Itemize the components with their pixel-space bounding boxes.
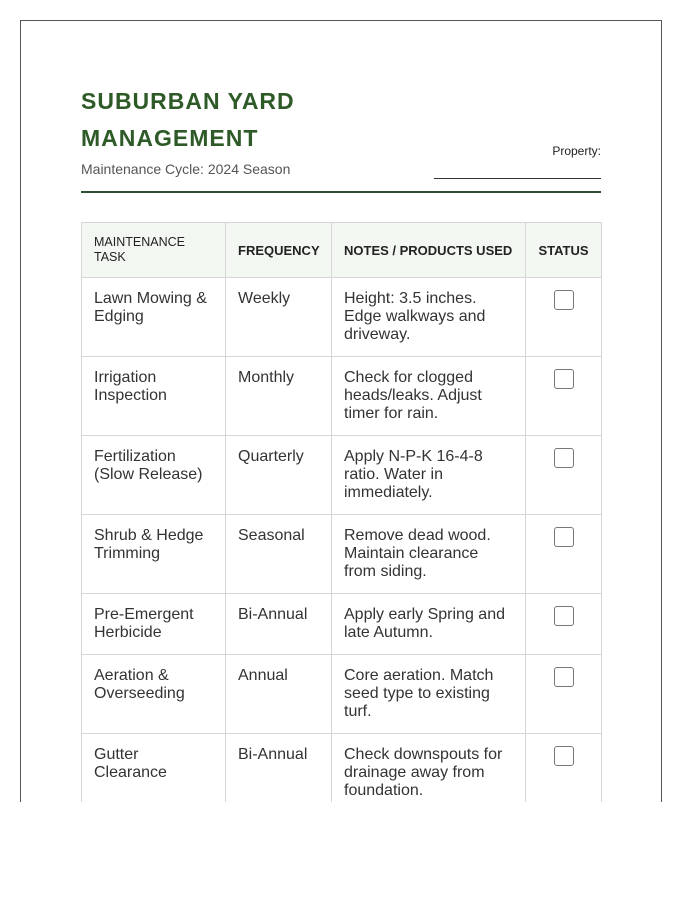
table-row: [82, 515, 602, 594]
frequency-cell: Bi-Annual: [226, 594, 332, 655]
column-header-frequency: FREQUENCY: [226, 223, 332, 278]
notes-cell: Remove dead wood. Maintain clearance from siding.: [332, 515, 526, 594]
document-header: [81, 83, 601, 193]
frequency-cell: Weekly: [226, 278, 332, 357]
table-row: [82, 655, 602, 734]
status-cell: [526, 436, 602, 515]
status-checkbox[interactable]: [554, 369, 574, 389]
property-label: Property:: [552, 144, 601, 158]
column-header-task: MAINTENANCE TASK: [82, 223, 226, 278]
table-header-row: [82, 223, 602, 278]
table-row: [82, 594, 602, 655]
status-checkbox[interactable]: [554, 527, 574, 547]
notes-cell: Core aeration. Match seed type to existing turf.: [332, 655, 526, 734]
task-cell: Gutter Clearance: [82, 734, 226, 803]
task-cell: Lawn Mowing & Edging: [82, 278, 226, 357]
task-cell: Shrub & Hedge Trimming: [82, 515, 226, 594]
status-cell: [526, 278, 602, 357]
maintenance-table-container: [81, 222, 601, 802]
task-cell: Irrigation Inspection: [82, 357, 226, 436]
frequency-cell: Monthly: [226, 357, 332, 436]
status-checkbox[interactable]: [554, 746, 574, 766]
notes-cell: Height: 3.5 inches. Edge walkways and driveway.: [332, 278, 526, 357]
column-header-status: STATUS: [526, 223, 602, 278]
status-checkbox[interactable]: [554, 606, 574, 626]
notes-cell: Apply N-P-K 16-4-8 ratio. Water in immediately.: [332, 436, 526, 515]
column-header-notes: NOTES / PRODUCTS USED: [332, 223, 526, 278]
task-cell: Fertilization (Slow Release): [82, 436, 226, 515]
task-cell: Pre-Emergent Herbicide: [82, 594, 226, 655]
status-cell: [526, 357, 602, 436]
frequency-cell: Bi-Annual: [226, 734, 332, 803]
notes-cell: Check downspouts for drainage away from foundation.: [332, 734, 526, 803]
notes-cell: Apply early Spring and late Autumn.: [332, 594, 526, 655]
status-checkbox[interactable]: [554, 290, 574, 310]
page-subtitle: Maintenance Cycle: 2024 Season: [81, 161, 291, 177]
status-cell: [526, 594, 602, 655]
maintenance-table: [81, 222, 602, 802]
table-row: [82, 278, 602, 357]
notes-cell: Check for clogged heads/leaks. Adjust timer for rain.: [332, 357, 526, 436]
status-cell: [526, 734, 602, 803]
task-cell: Aeration & Overseeding: [82, 655, 226, 734]
frequency-cell: Annual: [226, 655, 332, 734]
table-row: [82, 436, 602, 515]
table-row: [82, 357, 602, 436]
status-checkbox[interactable]: [554, 448, 574, 468]
frequency-cell: Seasonal: [226, 515, 332, 594]
status-cell: [526, 515, 602, 594]
status-cell: [526, 655, 602, 734]
page-title: SUBURBAN YARD MANAGEMENT: [81, 88, 295, 151]
frequency-cell: Quarterly: [226, 436, 332, 515]
property-field[interactable]: [434, 144, 601, 179]
table-row: [82, 734, 602, 803]
document-sheet: [20, 20, 662, 802]
status-checkbox[interactable]: [554, 667, 574, 687]
